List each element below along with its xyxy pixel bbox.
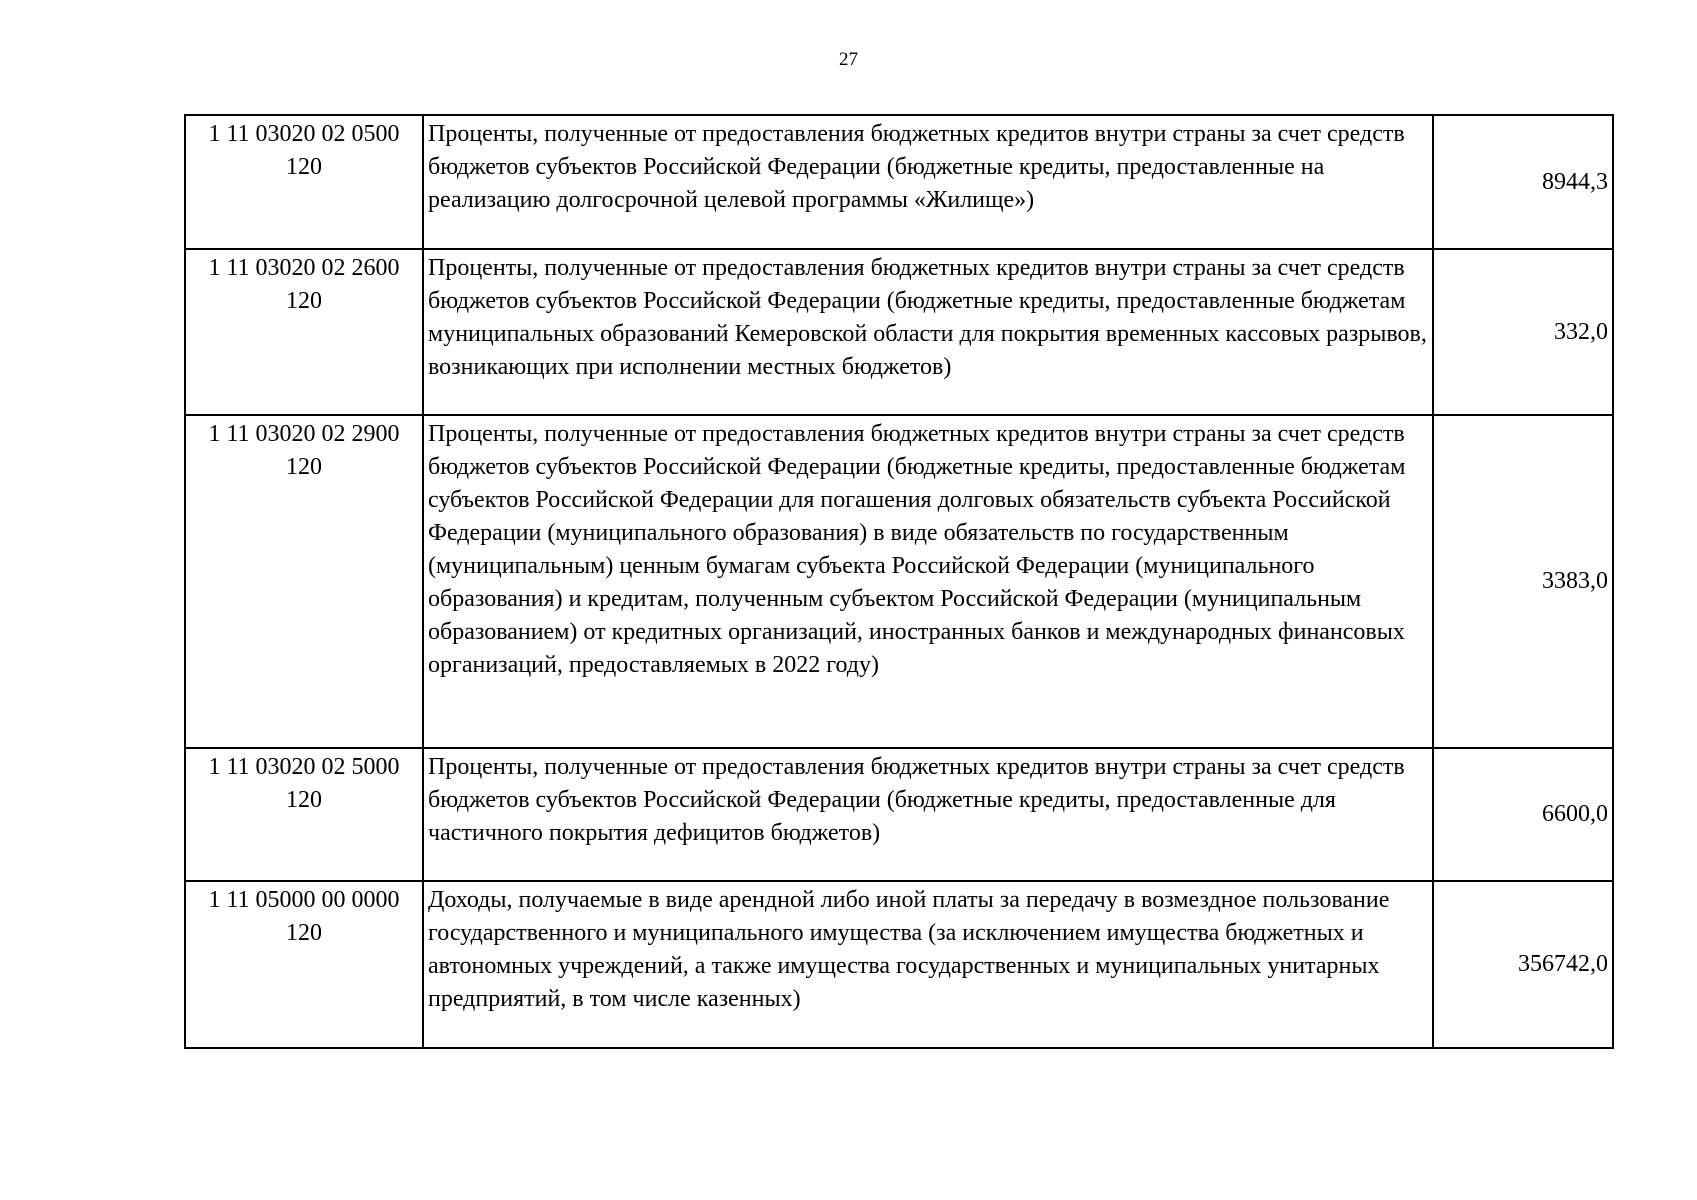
revenue-description: Доходы, получаемые в виде арендной либо иной платы за передачу в возмездное пользование государственного и муниципального имущества (за исключением имущества бюджетных и автономных учреждений, а также имущества государственных и муниципальных унитарных предприятий, в том числе казенных)	[423, 881, 1433, 1048]
revenue-code: 1 11 03020 02 5000	[208, 754, 400, 780]
budget-revenue-table	[184, 114, 1614, 1049]
page-number: 27	[839, 49, 858, 70]
revenue-code-suffix: 120	[286, 288, 322, 314]
revenue-code-suffix: 120	[286, 920, 322, 946]
revenue-code-cell	[185, 881, 423, 1048]
revenue-code-cell	[185, 115, 423, 249]
revenue-code-cell	[185, 249, 423, 415]
revenue-code: 1 11 03020 02 2600	[208, 255, 400, 281]
revenue-amount: 356742,0	[1433, 881, 1613, 1048]
revenue-code-cell	[185, 748, 423, 881]
revenue-code-cell	[185, 415, 423, 748]
table-row	[185, 748, 1613, 881]
revenue-amount: 8944,3	[1433, 115, 1613, 249]
revenue-code: 1 11 03020 02 0500	[208, 121, 400, 147]
table-row	[185, 249, 1613, 415]
revenue-description: Проценты, полученные от предоставления бюджетных кредитов внутри страны за счет средств бюджетов субъектов Российской Федерации (бюджетные кредиты, предоставленные бюджетам муниципальных образований Кемеровской области для покрытия временных кассовых разрывов, возникающих при исполнении местных бюджетов)	[423, 249, 1433, 415]
revenue-code-suffix: 120	[286, 454, 322, 480]
revenue-description: Проценты, полученные от предоставления бюджетных кредитов внутри страны за счет средств бюджетов субъектов Российской Федерации (бюджетные кредиты, предоставленные бюджетам субъектов Российской Федерации для погашения долговых обязательств субъекта Российской Федерации (муниципального образования) в виде обязательств по государственным (муниципальным) ценным бумагам субъекта Российской Федерации (муниципального образования) и кредитам, полученным субъектом Российской Федерации (муниципальным образованием) от кредитных организаций, иностранных банков и международных финансовых организаций, предоставляемых в 2022 году)	[423, 415, 1433, 748]
table-row	[185, 881, 1613, 1048]
revenue-code: 1 11 03020 02 2900	[208, 421, 400, 447]
revenue-amount: 3383,0	[1433, 415, 1613, 748]
revenue-code-suffix: 120	[286, 787, 322, 813]
revenue-amount: 6600,0	[1433, 748, 1613, 881]
revenue-amount: 332,0	[1433, 249, 1613, 415]
revenue-code-suffix: 120	[286, 154, 322, 180]
revenue-description: Проценты, полученные от предоставления бюджетных кредитов внутри страны за счет средств бюджетов субъектов Российской Федерации (бюджетные кредиты, предоставленные для частичного покрытия дефицитов бюджетов)	[423, 748, 1433, 881]
revenue-code: 1 11 05000 00 0000	[208, 887, 400, 913]
table-row	[185, 415, 1613, 748]
table-row	[185, 115, 1613, 249]
revenue-description: Проценты, полученные от предоставления бюджетных кредитов внутри страны за счет средств бюджетов субъектов Российской Федерации (бюджетные кредиты, предоставленные на реализацию долгосрочной целевой программы «Жилище»)	[423, 115, 1433, 249]
